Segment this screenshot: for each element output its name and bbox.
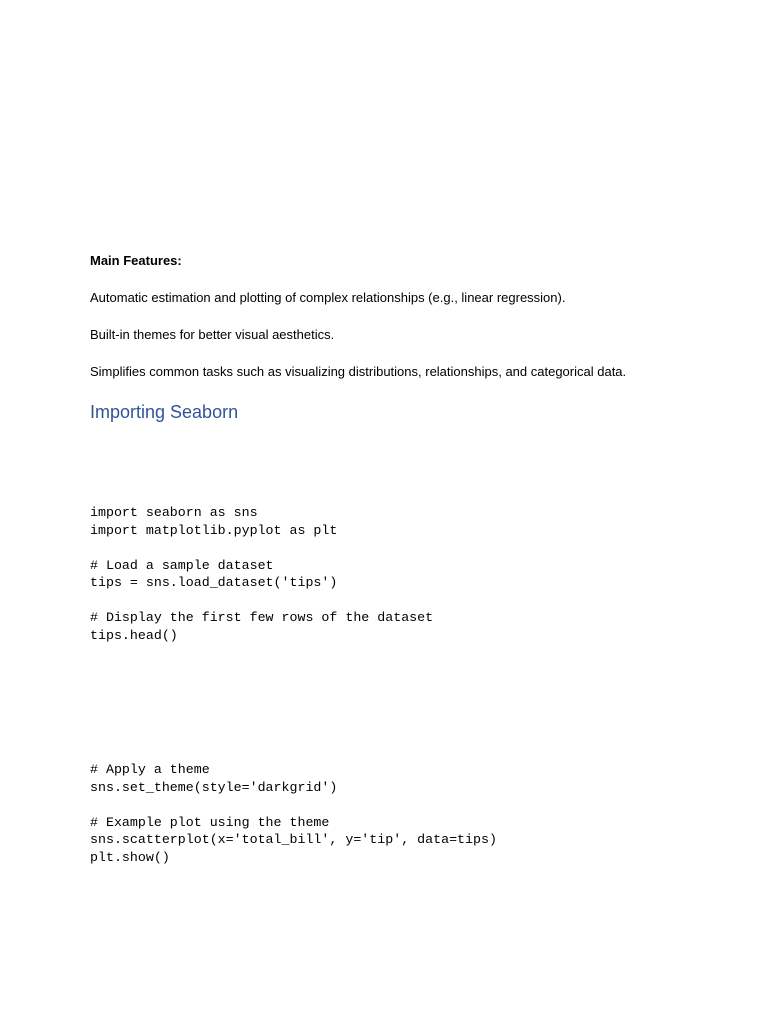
code-line bbox=[90, 592, 433, 610]
code-line: tips.head() bbox=[90, 627, 178, 643]
code-line: tips = sns.load_dataset('tips') bbox=[90, 575, 338, 590]
code-line: plt.show() bbox=[90, 849, 170, 865]
code-line bbox=[90, 539, 433, 557]
code-line: import matplotlib.pyplot as plt bbox=[90, 522, 338, 538]
code-line bbox=[90, 796, 497, 814]
code-line: sns.scatterplot(x='total_bill', y='tip', data=tips) bbox=[90, 832, 497, 847]
code-line: # Display the first few rows of the dataset bbox=[90, 610, 434, 625]
code-line: import seaborn as sns bbox=[90, 505, 258, 520]
section-heading: Importing Seaborn bbox=[90, 402, 239, 422]
main-features-label: Main Features: bbox=[90, 253, 182, 268]
feature-item: Built-in themes for better visual aesthetics. bbox=[90, 327, 335, 342]
code-line: # Apply a theme bbox=[90, 762, 210, 777]
code-block-2 bbox=[90, 761, 497, 866]
code-line: sns.set_theme(style='darkgrid') bbox=[90, 779, 338, 795]
feature-item: Simplifies common tasks such as visualizing distributions, relationships, and categorical data. bbox=[90, 364, 627, 379]
feature-item: Automatic estimation and plotting of complex relationships (e.g., linear regression). bbox=[90, 290, 566, 305]
code-block-1 bbox=[90, 504, 433, 644]
code-line: # Load a sample dataset bbox=[90, 557, 274, 573]
code-line: # Example plot using the theme bbox=[90, 814, 330, 830]
